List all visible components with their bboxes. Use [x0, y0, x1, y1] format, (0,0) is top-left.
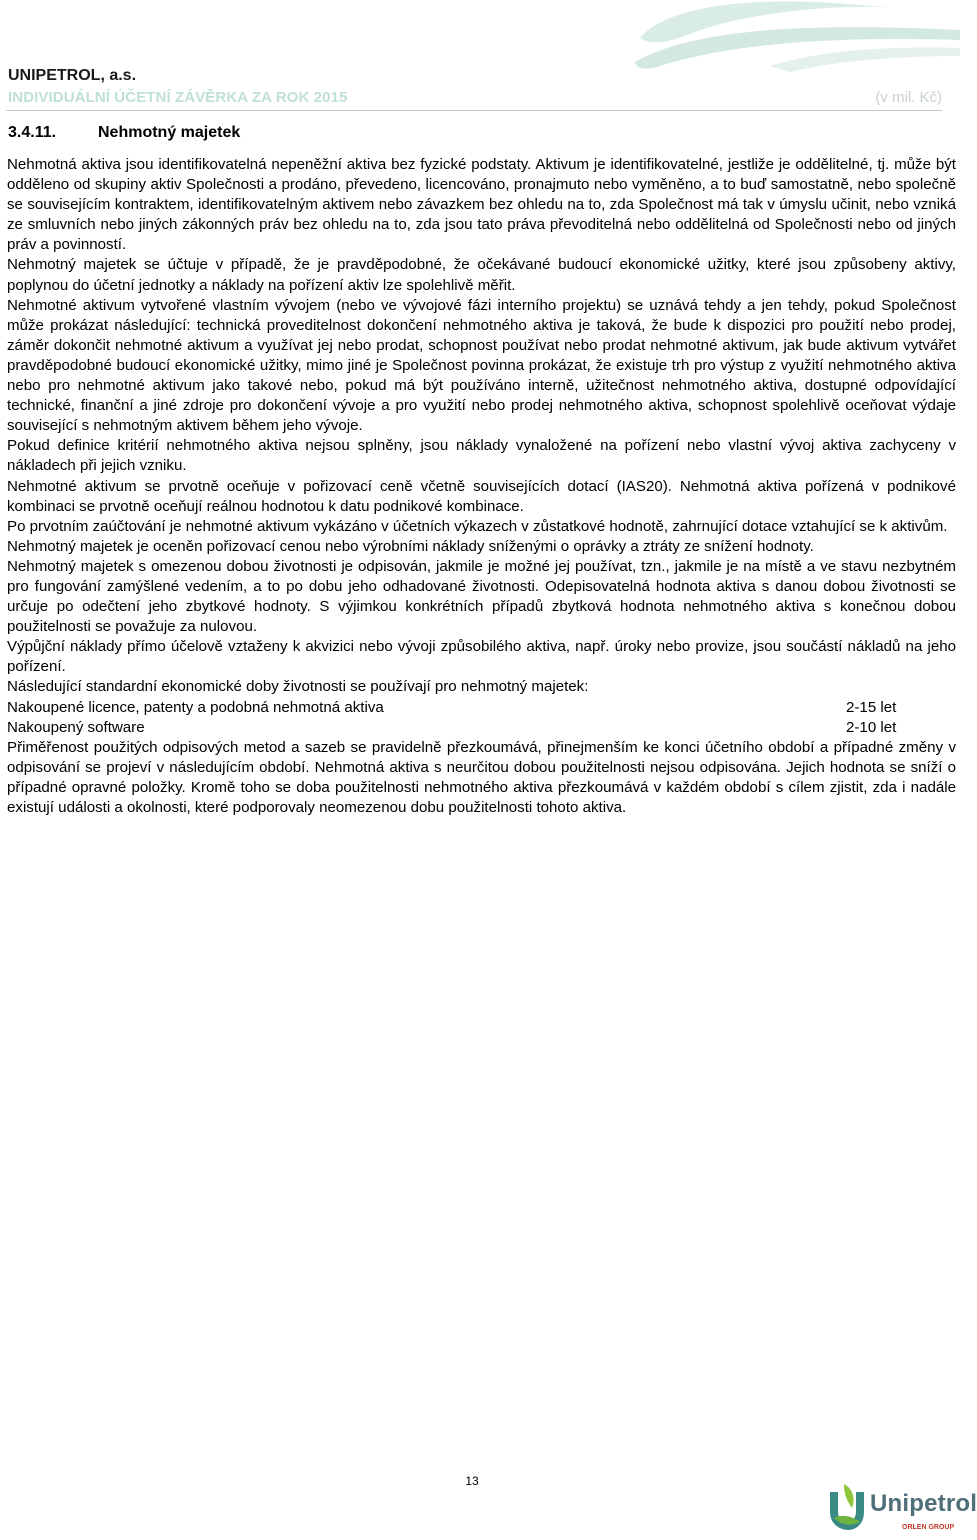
- section-heading: [8, 124, 240, 142]
- useful-life-label: Nakoupený software: [7, 718, 145, 736]
- paragraph: Nehmotný majetek s omezenou dobou životnosti je odpisován, jakmile je možné jej používat, tzn., jakmile je na místě a ve stavu nezbytném pro fungování zamýšlené vedením, a to po dobu jeho odhadované životnosti. Odepisovatelná hodnota aktiva s danou dobou životnosti se určuje po odečtení jeho zbytkové hodnoty. S výjimkou konkrétních případů zbytková hodnota nehmotného aktiva s konečnou dobou použitelnosti se považuje za nulovou.: [7, 557, 956, 636]
- unipetrol-logo-mark-icon: [822, 1478, 872, 1538]
- paragraph: Pokud definice kritérií nehmotného aktiva nejsou splněny, jsou náklady vynaložené na pořízení nebo vlastní vývoj aktiva zachyceny v nákladech při jejich vzniku.: [7, 437, 956, 475]
- useful-life-label: Nakoupené licence, patenty a podobná nehmotná aktiva: [7, 698, 384, 716]
- header-wave-decoration: [630, 0, 960, 75]
- paragraph: Nehmotné aktivum se prvotně oceňuje v pořizovací ceně včetně souvisejících dotací (IAS20). Nehmotná aktiva pořízená v podnikové kombinaci se prvotně oceňují reálnou hodnotou k datu podnikové kombinace.: [7, 477, 956, 515]
- paragraph: Výpůjční náklady přímo účelově vztaženy k akvizici nebo vývoji způsobilého aktiva, např. úroky nebo provize, jsou součástí nákladů na jeho pořízení.: [7, 638, 956, 676]
- company-name: UNIPETROL, a.s.: [8, 67, 137, 84]
- unipetrol-logo: [818, 1472, 977, 1540]
- header-divider: [6, 110, 942, 111]
- body-text: [7, 155, 956, 818]
- logo-group-badge: ORLEN GROUP: [902, 1524, 955, 1531]
- logo-wordmark: Unipetrol: [870, 1490, 977, 1517]
- useful-life-value: 2-15 let: [846, 698, 897, 716]
- useful-life-value: 2-10 let: [846, 718, 897, 736]
- paragraph: Nehmotné aktivum vytvořené vlastním vývojem (nebo ve vývojové fázi interního projektu) se uznává tehdy a jen tehdy, pokud Společnost může prokázat následující: technická proveditelnost dokončení nehmotného aktiva je taková, že bude k dispozici pro použití nebo prodej, záměr dokončit nehmotné aktivum a využívat jej nebo prodat, schopnost používat nebo prodat nehmotné aktivum, jak bude aktivum vytvářet pravděpodobné budoucí ekonomické užitky, mimo jiné je Společnost povinna prokázat, že existuje trh pro výstup z využití nehmotného aktiva nebo pro nehmotné aktivum jako takové nebo, pokud má být používáno interně, užitečnost nehmotného aktiva, dostupné odpovídající technické, finanční a jiné zdroje pro dokončení vývoje a pro využití nebo prodej nehmotného aktiva, schopnost spolehlivě oceňovat výdaje související s nehmotným aktivem během jeho vývoje.: [7, 296, 956, 435]
- page-number: 13: [465, 1474, 479, 1488]
- paragraph: Po prvotním zaúčtování je nehmotné aktivum vykázáno v účetních výkazech v zůstatkové hodnotě, zahrnující dotace vztahující se k aktivům.: [7, 517, 948, 535]
- paragraph: Nehmotný majetek je oceněn pořizovací cenou nebo výrobními náklady sníženými o oprávky a ztráty ze snížení hodnoty.: [7, 537, 814, 555]
- useful-life-row: [7, 718, 956, 738]
- section-title: Nehmotný majetek: [98, 124, 241, 141]
- closing-paragraph: Přiměřenost použitých odpisových metod a sazeb se pravidelně přezkoumává, přinejmenším ke konci účetního období a případné změny v odpisování se projeví v následujícím období. Nehmotná aktiva s neurčitou dobou použitelnosti nejsou odpisována. Jejich hodnota se sníží o případné opravné položky. Kromě toho se doba použitelnosti nehmotného aktiva přezkoumává v každém období s cílem zjistit, zda i nadále existují události a okolnosti, které podporovaly neomezenou dobu použitelnosti tohoto aktiva.: [7, 738, 956, 816]
- paragraph: Nehmotný majetek se účtuje v případě, že je pravděpodobné, že očekávané budoucí ekonomické užitky, které jsou způsobeny aktivy, poplynou do účetní jednotky a náklady na pořízení aktiv lze spolehlivě měřit.: [7, 256, 956, 294]
- report-title: INDIVIDUÁLNÍ ÚČETNÍ ZÁVĚRKA ZA ROK 2015: [8, 89, 348, 106]
- paragraph: Následující standardní ekonomické doby životnosti se používají pro nehmotný majetek:: [7, 678, 589, 696]
- paragraph: Nehmotná aktiva jsou identifikovatelná nepeněžní aktiva bez fyzické podstaty. Aktivum je identifikovatelné, jestliže je oddělitelné, tj. může být odděleno od skupiny aktiv Společnosti a prodáno, převedeno, licencováno, pronajmuto nebo vyměněno, a to buď samostatně, nebo společně se souvisejícím kontraktem, identifikovatelným aktivem nebo závazkem bez ohledu na to, zda Společnost má tak v úmyslu učinit, nebo vzniká ze smluvních nebo jiných zákonných práv bez ohledu na to, zda jsou tato práva převoditelná nebo oddělitelná od Společnosti nebo od jiných práv a povinností.: [7, 156, 956, 254]
- section-number: 3.4.11.: [8, 124, 57, 141]
- units-label: (v mil. Kč): [875, 89, 942, 106]
- useful-life-row: [7, 698, 956, 718]
